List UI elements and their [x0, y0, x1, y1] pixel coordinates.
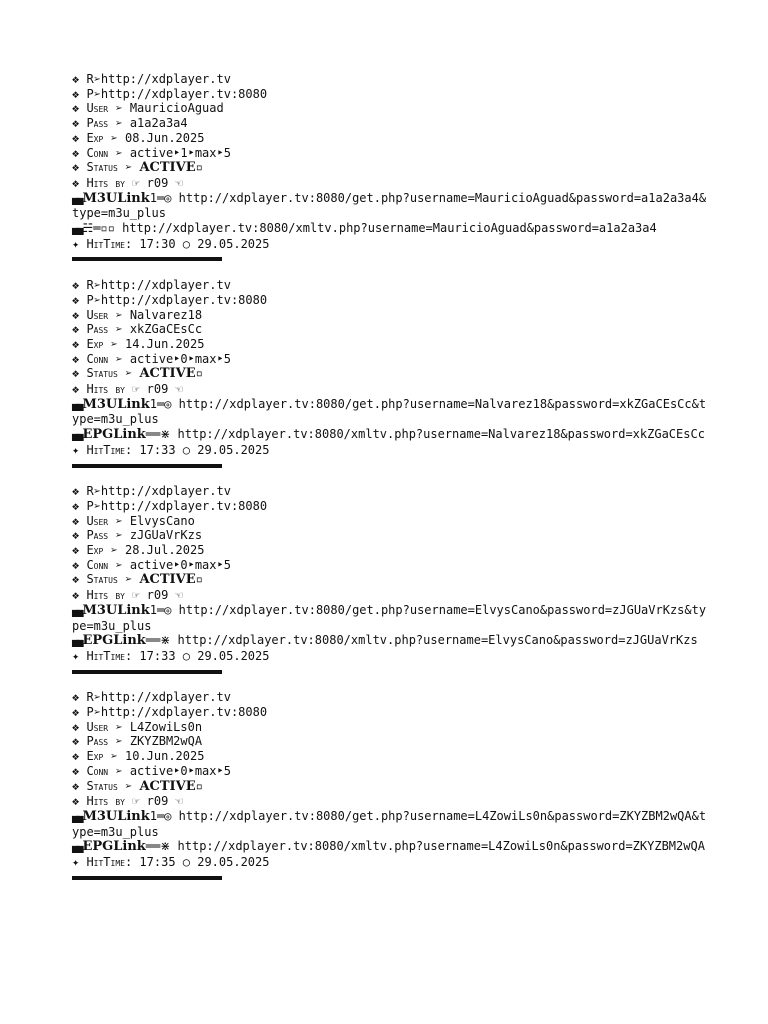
hittime-prefix: ✦ — [72, 236, 87, 251]
hittime-line — [72, 649, 712, 664]
user-prefix: ❖ — [72, 719, 87, 734]
r-line: ❖ R➢http://xdplayer.tv — [72, 484, 231, 499]
exp-value: ➢ 08.Jun.2025 — [103, 130, 205, 145]
hittime-label: HitTime — [86, 648, 125, 663]
pass-line — [72, 734, 712, 749]
epg-url: http://xdplayer.tv:8080/xmltv.php?username=MauricioAguad&password=a1a2a3a4 — [122, 221, 657, 236]
exp-line — [72, 749, 712, 764]
exp-value: ➢ 28.Jul.2025 — [103, 543, 205, 558]
status-label: Status — [86, 778, 118, 793]
exp-prefix: ❖ — [72, 749, 87, 764]
m3u-blocks: ▄▄ — [72, 602, 81, 617]
pass-line — [72, 322, 712, 337]
hits-line — [72, 588, 712, 603]
user-label: User — [86, 719, 109, 734]
hits-line — [72, 382, 712, 397]
exp-label: Exp — [86, 543, 104, 558]
p-line: ❖ P➢http://xdplayer.tv:8080 — [72, 292, 268, 307]
m3u-blocks: ▄▄ — [72, 190, 81, 205]
m3u-link-line — [72, 809, 712, 839]
epg-blocks: ▄▄ — [72, 633, 81, 648]
status-prefix: ❖ — [72, 778, 87, 793]
epg-link-line — [72, 633, 712, 649]
hits-prefix: ❖ — [72, 794, 87, 809]
hits-prefix: ❖ — [72, 588, 87, 603]
m3u-label: M3ULink — [82, 396, 150, 412]
status-arrow: ➢ — [117, 778, 140, 793]
hits-prefix: ❖ — [72, 382, 87, 397]
conn-prefix: ❖ — [72, 351, 87, 366]
status-suffix: ▫ — [195, 778, 203, 793]
epg-blocks: ▄▄ — [72, 221, 81, 236]
conn-value: ➢ active‣0‣max‣5 — [108, 557, 231, 572]
exp-value: ➢ 14.Jun.2025 — [103, 336, 205, 351]
hits-label: Hits by — [86, 794, 125, 809]
epg-label: EPGLink — [82, 633, 146, 649]
status-badge: ACTIVE — [139, 366, 196, 382]
pass-value: ➢ a1a2a3a4 — [108, 116, 188, 131]
user-line — [72, 308, 712, 323]
r-line: ❖ R➢http://xdplayer.tv — [72, 278, 231, 293]
user-label: User — [86, 307, 109, 322]
pass-value: ➢ xkZGaCEsCc — [108, 322, 203, 337]
status-prefix: ❖ — [72, 572, 87, 587]
document-page — [72, 72, 712, 897]
m3u-blocks: ▄▄ — [72, 396, 81, 411]
hittime-prefix: ✦ — [72, 648, 87, 663]
epg-blocks: ▄▄ — [72, 839, 81, 854]
hits-prefix: ❖ — [72, 175, 87, 190]
m3u-url: http://xdplayer.tv:8080/get.php?username=ElvysCano&password=zJGUaVrKzs&type=m3u_plus — [72, 602, 707, 633]
hittime-line — [72, 443, 712, 458]
pass-prefix: ❖ — [72, 734, 87, 749]
conn-prefix: ❖ — [72, 145, 87, 160]
epg-blocks: ▄▄ — [72, 427, 81, 442]
m3u-mark: 1═◎ — [149, 396, 179, 411]
epg-link-line — [72, 221, 712, 237]
exp-line — [72, 337, 712, 352]
pass-line — [72, 528, 712, 543]
pass-label: Pass — [86, 322, 109, 337]
user-line — [72, 720, 712, 735]
user-label: User — [86, 101, 109, 116]
entry-separator — [72, 670, 222, 674]
conn-value: ➢ active‣0‣max‣5 — [108, 763, 231, 778]
exp-line — [72, 131, 712, 146]
epg-mark: ☵═▫▫ — [82, 221, 123, 236]
conn-label: Conn — [86, 557, 109, 572]
hittime-label: HitTime — [86, 442, 125, 457]
user-prefix: ❖ — [72, 513, 87, 528]
epg-mark: ══⋇ — [145, 633, 178, 648]
hits-line — [72, 794, 712, 809]
m3u-mark: 1═◎ — [149, 190, 179, 205]
hittime-prefix: ✦ — [72, 855, 87, 870]
hits-value: ☞ r09 ☜ — [124, 382, 183, 397]
epg-label: EPGLink — [82, 839, 146, 855]
conn-value: ➢ active‣1‣max‣5 — [108, 145, 231, 160]
hittime-line — [72, 855, 712, 870]
conn-value: ➢ active‣0‣max‣5 — [108, 351, 231, 366]
m3u-link-line — [72, 397, 712, 427]
epg-link-line — [72, 839, 712, 855]
status-arrow: ➢ — [117, 366, 140, 381]
status-badge: ACTIVE — [139, 160, 196, 176]
hittime-label: HitTime — [86, 855, 125, 870]
m3u-url: http://xdplayer.tv:8080/get.php?username=MauricioAguad&password=a1a2a3a4&type=m3u_plus — [72, 190, 707, 221]
conn-line — [72, 146, 712, 161]
m3u-label: M3ULink — [82, 190, 150, 206]
epg-url: http://xdplayer.tv:8080/xmltv.php?username=L4ZowiLs0n&password=ZKYZBM2wQA — [177, 839, 705, 854]
conn-line — [72, 352, 712, 367]
status-arrow: ➢ — [117, 160, 140, 175]
m3u-mark: 1═◎ — [149, 809, 179, 823]
status-line — [72, 160, 712, 176]
m3u-mark: 1═◎ — [149, 602, 179, 617]
epg-mark: ══⋇ — [145, 427, 178, 442]
hits-line — [72, 176, 712, 191]
exp-label: Exp — [86, 130, 104, 145]
conn-line — [72, 764, 712, 779]
status-badge: ACTIVE — [139, 572, 196, 588]
hittime-line — [72, 237, 712, 252]
account-entry — [72, 690, 712, 896]
status-line — [72, 572, 712, 588]
pass-prefix: ❖ — [72, 116, 87, 131]
conn-prefix: ❖ — [72, 557, 87, 572]
user-label: User — [86, 513, 109, 528]
pass-prefix: ❖ — [72, 322, 87, 337]
hittime-prefix: ✦ — [72, 442, 87, 457]
m3u-link-line — [72, 191, 712, 221]
user-value: ➢ ElvysCano — [108, 513, 195, 528]
status-arrow: ➢ — [117, 572, 140, 587]
user-value: ➢ L4ZowiLs0n — [108, 719, 203, 734]
user-line — [72, 514, 712, 529]
status-suffix: ▫ — [195, 572, 203, 587]
conn-label: Conn — [86, 145, 109, 160]
p-line: ❖ P➢http://xdplayer.tv:8080 — [72, 705, 268, 720]
hittime-label: HitTime — [86, 236, 125, 251]
status-prefix: ❖ — [72, 160, 87, 175]
m3u-link-line — [72, 603, 712, 633]
account-entry — [72, 278, 712, 484]
entry-separator — [72, 257, 222, 261]
exp-prefix: ❖ — [72, 543, 87, 558]
hits-value: ☞ r09 ☜ — [124, 794, 183, 809]
pass-line — [72, 116, 712, 131]
m3u-label: M3ULink — [82, 602, 150, 618]
status-suffix: ▫ — [195, 366, 203, 381]
r-line: ❖ R➢http://xdplayer.tv — [72, 690, 231, 705]
pass-prefix: ❖ — [72, 528, 87, 543]
entry-separator — [72, 464, 222, 468]
hits-label: Hits by — [86, 175, 125, 190]
pass-value: ➢ ZKYZBM2wQA — [108, 734, 203, 749]
m3u-blocks: ▄▄ — [72, 809, 81, 823]
epg-mark: ══⋇ — [145, 839, 178, 854]
status-prefix: ❖ — [72, 366, 87, 381]
hittime-value: : 17:33 ○ 29.05.2025 — [124, 648, 270, 663]
hits-value: ☞ r09 ☜ — [124, 175, 183, 190]
status-line — [72, 779, 712, 795]
exp-label: Exp — [86, 336, 104, 351]
user-value: ➢ MauricioAguad — [108, 101, 224, 116]
user-prefix: ❖ — [72, 307, 87, 322]
m3u-url: http://xdplayer.tv:8080/get.php?username=L4ZowiLs0n&password=ZKYZBM2wQA&type=m3u_plus — [72, 809, 707, 839]
exp-line — [72, 543, 712, 558]
hittime-value: : 17:35 ○ 29.05.2025 — [124, 855, 270, 870]
hits-value: ☞ r09 ☜ — [124, 588, 183, 603]
hittime-value: : 17:30 ○ 29.05.2025 — [124, 236, 270, 251]
status-label: Status — [86, 572, 118, 587]
hittime-value: : 17:33 ○ 29.05.2025 — [124, 442, 270, 457]
status-label: Status — [86, 366, 118, 381]
account-entry — [72, 484, 712, 690]
pass-label: Pass — [86, 116, 109, 131]
r-line: ❖ R➢http://xdplayer.tv — [72, 72, 231, 86]
status-label: Status — [86, 160, 118, 175]
exp-value: ➢ 10.Jun.2025 — [103, 749, 205, 764]
exp-prefix: ❖ — [72, 336, 87, 351]
conn-label: Conn — [86, 763, 109, 778]
status-badge: ACTIVE — [139, 778, 196, 794]
p-line: ❖ P➢http://xdplayer.tv:8080 — [72, 498, 268, 513]
pass-value: ➢ zJGUaVrKzs — [108, 528, 203, 543]
conn-prefix: ❖ — [72, 763, 87, 778]
m3u-label: M3ULink — [82, 809, 150, 824]
epg-link-line — [72, 427, 712, 443]
conn-label: Conn — [86, 351, 109, 366]
m3u-url: http://xdplayer.tv:8080/get.php?username=Nalvarez18&password=xkZGaCEsCc&type=m3u_plus — [72, 396, 707, 427]
status-line — [72, 366, 712, 382]
epg-url: http://xdplayer.tv:8080/xmltv.php?username=ElvysCano&password=zJGUaVrKzs — [177, 633, 698, 648]
hits-label: Hits by — [86, 588, 125, 603]
conn-line — [72, 558, 712, 573]
epg-label: EPGLink — [82, 427, 146, 443]
exp-label: Exp — [86, 749, 104, 764]
account-entry — [72, 72, 712, 278]
status-suffix: ▫ — [195, 160, 203, 175]
entry-separator — [72, 876, 222, 880]
user-prefix: ❖ — [72, 101, 87, 116]
hits-label: Hits by — [86, 382, 125, 397]
pass-label: Pass — [86, 528, 109, 543]
pass-label: Pass — [86, 734, 109, 749]
user-value: ➢ Nalvarez18 — [108, 307, 203, 322]
user-line — [72, 101, 712, 116]
exp-prefix: ❖ — [72, 130, 87, 145]
p-line: ❖ P➢http://xdplayer.tv:8080 — [72, 86, 268, 101]
epg-url: http://xdplayer.tv:8080/xmltv.php?username=Nalvarez18&password=xkZGaCEsCc — [177, 427, 705, 442]
